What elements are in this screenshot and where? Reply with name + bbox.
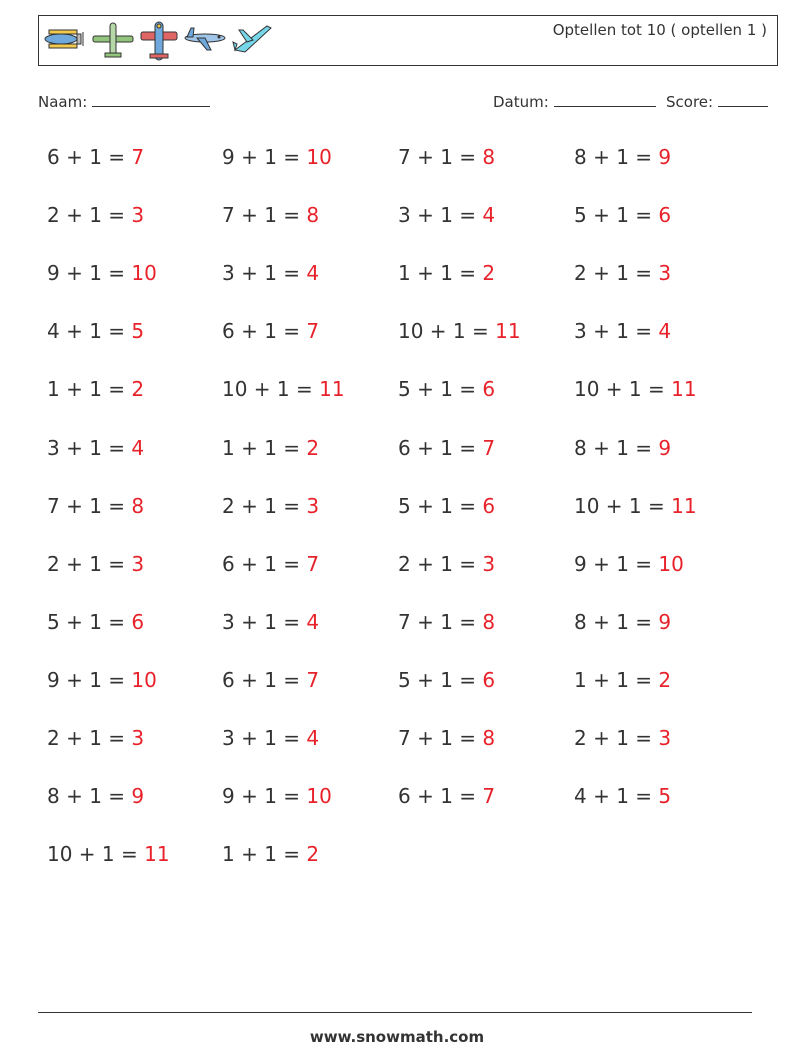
problem-question: 2 + 1 = bbox=[47, 551, 132, 576]
problem-question: 2 + 1 = bbox=[47, 726, 132, 750]
problem-answer: 4 bbox=[131, 435, 145, 460]
problem-answer: 8 bbox=[482, 726, 496, 750]
problem-answer: 6 bbox=[482, 377, 496, 402]
green-plane-icon bbox=[91, 20, 135, 60]
problem-answer: 8 bbox=[482, 609, 496, 634]
problem-item bbox=[398, 436, 495, 460]
problem-item bbox=[222, 784, 332, 808]
problem-item bbox=[222, 436, 319, 460]
problem-answer: 7 bbox=[131, 145, 145, 169]
problem-answer: 4 bbox=[306, 609, 320, 634]
score-field bbox=[666, 93, 768, 111]
problem-question: 3 + 1 = bbox=[398, 203, 483, 228]
problem-question: 10 + 1 = bbox=[47, 842, 145, 867]
problem-question: 3 + 1 = bbox=[222, 726, 307, 750]
problem-question: 1 + 1 = bbox=[398, 261, 483, 286]
problem-item bbox=[574, 552, 684, 576]
problem-item bbox=[574, 145, 671, 169]
problem-item bbox=[574, 784, 671, 808]
problem-item bbox=[574, 494, 697, 518]
footer-url: www.snowmath.com bbox=[309, 1028, 485, 1046]
problem-item bbox=[398, 261, 495, 285]
problem-item bbox=[222, 203, 319, 227]
problem-answer: 8 bbox=[306, 203, 320, 228]
problem-question: 5 + 1 = bbox=[398, 377, 483, 402]
problem-answer: 4 bbox=[306, 261, 320, 286]
problem-answer: 7 bbox=[306, 667, 320, 692]
problem-question: 1 + 1 = bbox=[47, 377, 132, 402]
problem-item bbox=[398, 668, 495, 692]
problem-question: 4 + 1 = bbox=[574, 784, 659, 809]
footer-divider bbox=[38, 1012, 752, 1013]
problem-answer: 3 bbox=[306, 493, 320, 518]
problem-item bbox=[574, 668, 671, 692]
problem-question: 6 + 1 = bbox=[47, 145, 132, 169]
problem-item bbox=[222, 261, 319, 285]
problem-question: 5 + 1 = bbox=[574, 203, 659, 228]
problem-answer: 3 bbox=[131, 726, 145, 750]
problem-item bbox=[222, 552, 319, 576]
problem-answer: 11 bbox=[319, 377, 345, 402]
problem-answer: 2 bbox=[306, 842, 320, 867]
problem-item bbox=[47, 610, 144, 634]
problem-item bbox=[222, 726, 319, 750]
problem-answer: 10 bbox=[658, 551, 684, 576]
problem-answer: 9 bbox=[658, 145, 672, 169]
problem-question: 6 + 1 = bbox=[222, 551, 307, 576]
problem-answer: 11 bbox=[495, 319, 521, 344]
problem-question: 2 + 1 = bbox=[574, 726, 659, 750]
problem-question: 1 + 1 = bbox=[222, 842, 307, 867]
problem-question: 9 + 1 = bbox=[47, 667, 132, 692]
problem-answer: 2 bbox=[131, 377, 145, 402]
problem-item bbox=[47, 261, 157, 285]
problem-question: 2 + 1 = bbox=[398, 551, 483, 576]
problem-item bbox=[222, 668, 319, 692]
problem-answer: 5 bbox=[131, 319, 145, 344]
problem-question: 8 + 1 = bbox=[574, 145, 659, 169]
problem-answer: 10 bbox=[306, 784, 332, 809]
problem-item bbox=[47, 377, 144, 401]
problem-question: 1 + 1 = bbox=[574, 667, 659, 692]
problem-question: 7 + 1 = bbox=[222, 203, 307, 228]
problem-question: 6 + 1 = bbox=[398, 435, 483, 460]
problem-item bbox=[222, 377, 345, 401]
problem-item bbox=[574, 319, 671, 343]
problem-answer: 3 bbox=[131, 203, 145, 228]
problem-question: 5 + 1 = bbox=[398, 493, 483, 518]
date-label: Datum: bbox=[493, 93, 549, 111]
problem-question: 2 + 1 = bbox=[47, 203, 132, 228]
problem-item bbox=[398, 552, 495, 576]
problem-answer: 3 bbox=[131, 551, 145, 576]
problem-answer: 11 bbox=[144, 842, 170, 867]
problem-item bbox=[47, 203, 144, 227]
problem-answer: 3 bbox=[658, 261, 672, 286]
problem-item bbox=[398, 494, 495, 518]
problem-question: 7 + 1 = bbox=[47, 493, 132, 518]
problem-question: 10 + 1 = bbox=[222, 377, 320, 402]
problem-question: 2 + 1 = bbox=[222, 493, 307, 518]
jet-plane-icon bbox=[183, 20, 227, 56]
name-line bbox=[92, 105, 210, 107]
problem-question: 9 + 1 = bbox=[222, 145, 307, 169]
problem-answer: 7 bbox=[482, 435, 496, 460]
plane-icons bbox=[43, 20, 273, 64]
problem-item bbox=[574, 436, 671, 460]
problem-answer: 2 bbox=[482, 261, 496, 286]
problem-item bbox=[47, 319, 144, 343]
problem-question: 7 + 1 = bbox=[398, 726, 483, 750]
problem-question: 8 + 1 = bbox=[574, 609, 659, 634]
problem-item bbox=[47, 145, 144, 169]
date-field bbox=[493, 93, 656, 111]
problem-question: 10 + 1 = bbox=[574, 377, 672, 402]
problem-answer: 9 bbox=[131, 784, 145, 809]
problem-question: 10 + 1 = bbox=[574, 493, 672, 518]
problem-item bbox=[398, 610, 495, 634]
problem-answer: 7 bbox=[482, 784, 496, 809]
problem-item bbox=[222, 494, 319, 518]
problem-item bbox=[47, 842, 170, 866]
problem-question: 9 + 1 = bbox=[574, 551, 659, 576]
problem-question: 4 + 1 = bbox=[47, 319, 132, 344]
problem-item bbox=[222, 145, 332, 169]
problem-answer: 2 bbox=[658, 667, 672, 692]
problem-answer: 7 bbox=[306, 551, 320, 576]
problem-answer: 10 bbox=[306, 145, 332, 169]
problem-item bbox=[47, 784, 144, 808]
header-box bbox=[38, 15, 778, 66]
problem-question: 7 + 1 = bbox=[398, 145, 483, 169]
problem-question: 8 + 1 = bbox=[47, 784, 132, 809]
problem-question: 9 + 1 = bbox=[222, 784, 307, 809]
problem-item bbox=[398, 726, 495, 750]
date-line bbox=[554, 105, 656, 107]
problem-answer: 6 bbox=[658, 203, 672, 228]
problem-item bbox=[574, 726, 671, 750]
problem-answer: 9 bbox=[658, 435, 672, 460]
score-line bbox=[718, 105, 768, 107]
problem-answer: 3 bbox=[482, 551, 496, 576]
problem-question: 3 + 1 = bbox=[222, 261, 307, 286]
problem-question: 2 + 1 = bbox=[574, 261, 659, 286]
page-title: Optellen tot 10 ( optellen 1 ) bbox=[552, 21, 767, 39]
problem-item bbox=[222, 319, 319, 343]
problem-answer: 4 bbox=[306, 726, 320, 750]
biplane-icon bbox=[43, 20, 87, 56]
problem-answer: 6 bbox=[482, 667, 496, 692]
problem-answer: 11 bbox=[671, 377, 697, 402]
glider-plane-icon bbox=[231, 20, 273, 56]
problem-item bbox=[222, 842, 319, 866]
problem-answer: 9 bbox=[658, 609, 672, 634]
problem-item bbox=[47, 494, 144, 518]
problem-answer: 5 bbox=[658, 784, 672, 809]
problem-item bbox=[574, 610, 671, 634]
problem-question: 3 + 1 = bbox=[574, 319, 659, 344]
problem-item bbox=[398, 145, 495, 169]
problem-item bbox=[574, 377, 697, 401]
problem-question: 6 + 1 = bbox=[222, 319, 307, 344]
problem-item bbox=[398, 784, 495, 808]
problem-item bbox=[47, 436, 144, 460]
problem-item bbox=[574, 203, 671, 227]
problem-question: 3 + 1 = bbox=[47, 435, 132, 460]
problem-item bbox=[47, 552, 144, 576]
problem-item bbox=[574, 261, 671, 285]
problem-item bbox=[47, 668, 157, 692]
problem-item bbox=[222, 610, 319, 634]
problem-question: 9 + 1 = bbox=[47, 261, 132, 286]
problem-item bbox=[47, 726, 144, 750]
problem-item bbox=[398, 203, 495, 227]
problem-answer: 2 bbox=[306, 435, 320, 460]
problem-answer: 7 bbox=[306, 319, 320, 344]
problem-question: 8 + 1 = bbox=[574, 435, 659, 460]
problem-answer: 10 bbox=[131, 667, 157, 692]
problem-answer: 4 bbox=[658, 319, 672, 344]
problem-question: 3 + 1 = bbox=[222, 609, 307, 634]
name-label: Naam: bbox=[38, 93, 88, 111]
problem-answer: 6 bbox=[131, 609, 145, 634]
problem-question: 5 + 1 = bbox=[47, 609, 132, 634]
problem-answer: 8 bbox=[131, 493, 145, 518]
red-plane-icon bbox=[139, 20, 179, 64]
problem-answer: 4 bbox=[482, 203, 496, 228]
problem-answer: 10 bbox=[131, 261, 157, 286]
problem-question: 1 + 1 = bbox=[222, 435, 307, 460]
problem-item bbox=[398, 319, 521, 343]
problem-answer: 11 bbox=[671, 493, 697, 518]
name-field bbox=[38, 93, 210, 111]
problem-answer: 6 bbox=[482, 493, 496, 518]
problem-question: 10 + 1 = bbox=[398, 319, 496, 344]
problem-question: 6 + 1 = bbox=[398, 784, 483, 809]
problem-answer: 8 bbox=[482, 145, 496, 169]
score-label: Score: bbox=[666, 93, 714, 111]
problem-question: 6 + 1 = bbox=[222, 667, 307, 692]
problem-question: 7 + 1 = bbox=[398, 609, 483, 634]
problem-question: 5 + 1 = bbox=[398, 667, 483, 692]
problem-item bbox=[398, 377, 495, 401]
problem-answer: 3 bbox=[658, 726, 672, 750]
